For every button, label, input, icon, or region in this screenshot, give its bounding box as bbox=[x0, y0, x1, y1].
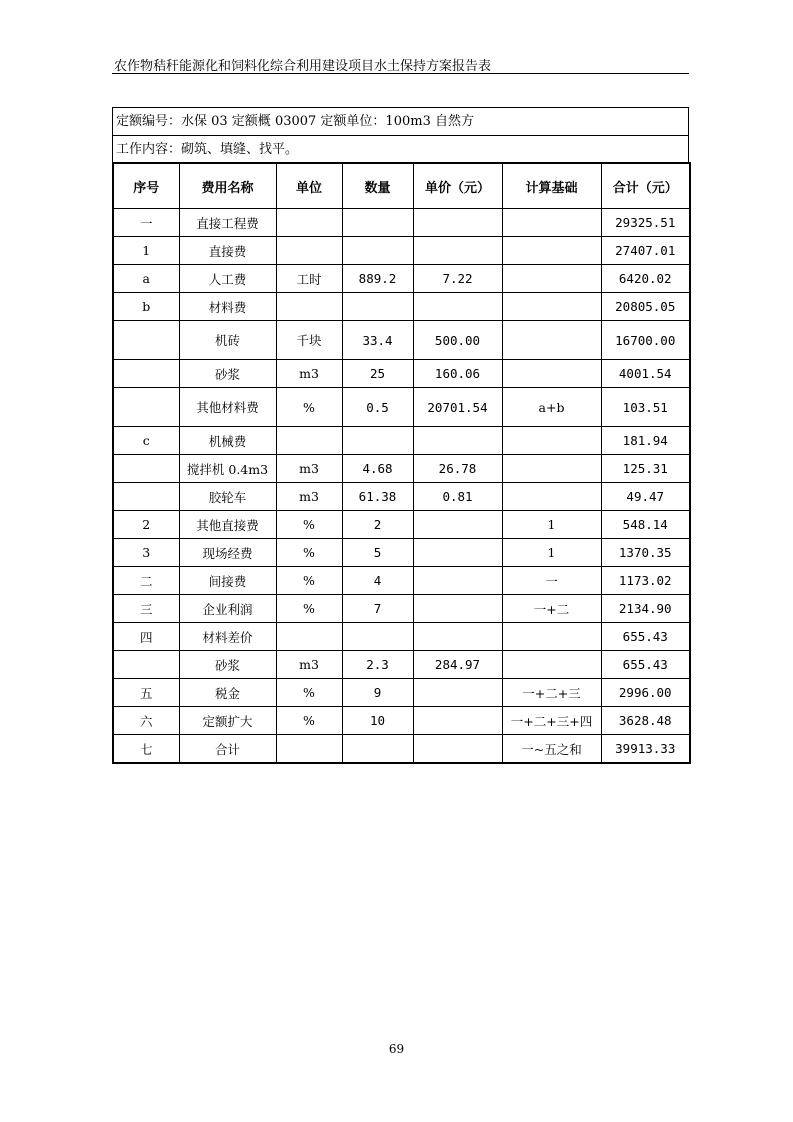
cell-name: 间接费 bbox=[179, 567, 276, 595]
cell-name: 合计 bbox=[179, 735, 276, 764]
cell-basis bbox=[502, 623, 601, 651]
cell-unit bbox=[276, 237, 342, 265]
cell-qty bbox=[342, 735, 413, 764]
quota-info-box bbox=[112, 107, 689, 164]
cell-no: 七 bbox=[113, 735, 179, 764]
cell-basis bbox=[502, 265, 601, 293]
cell-price: 0.81 bbox=[413, 483, 502, 511]
cell-total: 3628.48 bbox=[601, 707, 690, 735]
cell-name: 材料差价 bbox=[179, 623, 276, 651]
cell-no bbox=[113, 483, 179, 511]
cell-qty bbox=[342, 293, 413, 321]
cell-price: 500.00 bbox=[413, 321, 502, 360]
page-number: 69 bbox=[388, 1042, 405, 1056]
cell-total: 655.43 bbox=[601, 651, 690, 679]
cell-name: 税金 bbox=[179, 679, 276, 707]
cell-unit: 工时 bbox=[276, 265, 342, 293]
cell-basis bbox=[502, 321, 601, 360]
cell-unit bbox=[276, 293, 342, 321]
cell-name: 直接工程费 bbox=[179, 209, 276, 237]
column-header-price: 单价（元） bbox=[413, 163, 502, 209]
cell-total: 1370.35 bbox=[601, 539, 690, 567]
cell-price bbox=[413, 511, 502, 539]
cell-no bbox=[113, 388, 179, 427]
table-row bbox=[113, 483, 690, 511]
cell-price bbox=[413, 237, 502, 265]
cell-unit: 千块 bbox=[276, 321, 342, 360]
cell-no: 五 bbox=[113, 679, 179, 707]
cell-name: 直接费 bbox=[179, 237, 276, 265]
cell-price bbox=[413, 623, 502, 651]
cell-basis: 一+二 bbox=[502, 595, 601, 623]
cell-name: 其他材料费 bbox=[179, 388, 276, 427]
cell-total: 125.31 bbox=[601, 455, 690, 483]
table-row bbox=[113, 293, 690, 321]
cell-name: 定额扩大 bbox=[179, 707, 276, 735]
cell-qty: 7 bbox=[342, 595, 413, 623]
table-header-row bbox=[113, 163, 690, 209]
cell-basis bbox=[502, 427, 601, 455]
work-content-line: 工作内容：砌筑、填缝、找平。 bbox=[113, 135, 688, 163]
cell-price bbox=[413, 427, 502, 455]
cell-basis bbox=[502, 209, 601, 237]
cell-qty: 25 bbox=[342, 360, 413, 388]
cell-total: 655.43 bbox=[601, 623, 690, 651]
cell-total: 27407.01 bbox=[601, 237, 690, 265]
table-row bbox=[113, 427, 690, 455]
cell-basis bbox=[502, 483, 601, 511]
cell-no: 1 bbox=[113, 237, 179, 265]
cell-unit: % bbox=[276, 511, 342, 539]
table-row bbox=[113, 360, 690, 388]
cell-basis bbox=[502, 360, 601, 388]
cell-total: 49.47 bbox=[601, 483, 690, 511]
cell-no: 二 bbox=[113, 567, 179, 595]
cell-basis bbox=[502, 293, 601, 321]
cell-unit: % bbox=[276, 707, 342, 735]
cell-price bbox=[413, 735, 502, 764]
cell-total: 2996.00 bbox=[601, 679, 690, 707]
cell-unit: % bbox=[276, 595, 342, 623]
cell-unit: % bbox=[276, 679, 342, 707]
table-row bbox=[113, 209, 690, 237]
cell-no: 2 bbox=[113, 511, 179, 539]
cell-no bbox=[113, 651, 179, 679]
table-row bbox=[113, 539, 690, 567]
cell-total: 548.14 bbox=[601, 511, 690, 539]
cell-total: 39913.33 bbox=[601, 735, 690, 764]
cell-qty: 0.5 bbox=[342, 388, 413, 427]
cell-unit bbox=[276, 427, 342, 455]
cell-unit: % bbox=[276, 567, 342, 595]
cell-qty bbox=[342, 623, 413, 651]
cell-name: 人工费 bbox=[179, 265, 276, 293]
cell-basis: a+b bbox=[502, 388, 601, 427]
cell-name: 胶轮车 bbox=[179, 483, 276, 511]
cell-qty: 4 bbox=[342, 567, 413, 595]
cell-price bbox=[413, 539, 502, 567]
cell-no bbox=[113, 321, 179, 360]
cell-unit bbox=[276, 735, 342, 764]
cell-total: 16700.00 bbox=[601, 321, 690, 360]
cell-price bbox=[413, 595, 502, 623]
cell-basis: 1 bbox=[502, 511, 601, 539]
cell-unit: m3 bbox=[276, 455, 342, 483]
cell-name: 砂浆 bbox=[179, 360, 276, 388]
cell-qty: 889.2 bbox=[342, 265, 413, 293]
cell-total: 1173.02 bbox=[601, 567, 690, 595]
cell-unit: % bbox=[276, 388, 342, 427]
cell-basis bbox=[502, 651, 601, 679]
table-row bbox=[113, 595, 690, 623]
cell-price: 20701.54 bbox=[413, 388, 502, 427]
cell-no: a bbox=[113, 265, 179, 293]
cell-name: 企业利润 bbox=[179, 595, 276, 623]
cell-basis: 一 bbox=[502, 567, 601, 595]
table-row bbox=[113, 511, 690, 539]
quota-number-line: 定额编号：水保 03 定额概 03007 定额单位：100m3 自然方 bbox=[116, 114, 474, 129]
table-row bbox=[113, 651, 690, 679]
cell-name: 现场经费 bbox=[179, 539, 276, 567]
cell-total: 4001.54 bbox=[601, 360, 690, 388]
cell-price bbox=[413, 567, 502, 595]
cell-unit: m3 bbox=[276, 651, 342, 679]
quota-cost-table bbox=[112, 162, 691, 764]
cell-price bbox=[413, 679, 502, 707]
cell-total: 20805.05 bbox=[601, 293, 690, 321]
cell-no: 四 bbox=[113, 623, 179, 651]
table-row bbox=[113, 388, 690, 427]
table-row bbox=[113, 623, 690, 651]
cell-basis: 一+二+三 bbox=[502, 679, 601, 707]
cell-total: 181.94 bbox=[601, 427, 690, 455]
cell-no: 六 bbox=[113, 707, 179, 735]
cell-total: 29325.51 bbox=[601, 209, 690, 237]
cell-basis: 1 bbox=[502, 539, 601, 567]
table-row bbox=[113, 567, 690, 595]
table-row bbox=[113, 455, 690, 483]
cell-price bbox=[413, 293, 502, 321]
cell-total: 6420.02 bbox=[601, 265, 690, 293]
cell-qty: 61.38 bbox=[342, 483, 413, 511]
cell-price bbox=[413, 209, 502, 237]
cell-price: 284.97 bbox=[413, 651, 502, 679]
cell-qty bbox=[342, 209, 413, 237]
cell-name: 材料费 bbox=[179, 293, 276, 321]
cell-name: 其他直接费 bbox=[179, 511, 276, 539]
table-row bbox=[113, 237, 690, 265]
cell-name: 搅拌机 0.4m3 bbox=[179, 455, 276, 483]
cell-price: 160.06 bbox=[413, 360, 502, 388]
cell-name: 砂浆 bbox=[179, 651, 276, 679]
table-row bbox=[113, 735, 690, 764]
cell-qty bbox=[342, 427, 413, 455]
cell-qty: 33.4 bbox=[342, 321, 413, 360]
cell-no bbox=[113, 455, 179, 483]
cell-no bbox=[113, 360, 179, 388]
cell-basis bbox=[502, 455, 601, 483]
column-header-unit: 单位 bbox=[276, 163, 342, 209]
cell-basis: 一~五之和 bbox=[502, 735, 601, 764]
cell-total: 2134.90 bbox=[601, 595, 690, 623]
cell-qty: 4.68 bbox=[342, 455, 413, 483]
header-divider bbox=[112, 73, 689, 74]
cell-price: 26.78 bbox=[413, 455, 502, 483]
document-header-title: 农作物秸秆能源化和饲料化综合利用建设项目水土保持方案报告表 bbox=[114, 59, 492, 74]
cell-price: 7.22 bbox=[413, 265, 502, 293]
column-header-basis: 计算基础 bbox=[502, 163, 601, 209]
cell-basis: 一+二+三+四 bbox=[502, 707, 601, 735]
table-row bbox=[113, 707, 690, 735]
cell-total: 103.51 bbox=[601, 388, 690, 427]
cell-no: b bbox=[113, 293, 179, 321]
cell-no: 3 bbox=[113, 539, 179, 567]
cell-unit bbox=[276, 209, 342, 237]
cell-no: c bbox=[113, 427, 179, 455]
table-row bbox=[113, 265, 690, 293]
cell-qty: 2.3 bbox=[342, 651, 413, 679]
table-row bbox=[113, 321, 690, 360]
column-header-no: 序号 bbox=[113, 163, 179, 209]
cell-name: 机械费 bbox=[179, 427, 276, 455]
cell-qty: 2 bbox=[342, 511, 413, 539]
column-header-name: 费用名称 bbox=[179, 163, 276, 209]
cell-unit: m3 bbox=[276, 360, 342, 388]
column-header-total: 合计（元） bbox=[601, 163, 690, 209]
column-header-qty: 数量 bbox=[342, 163, 413, 209]
cell-qty: 5 bbox=[342, 539, 413, 567]
cell-price bbox=[413, 707, 502, 735]
cell-qty: 10 bbox=[342, 707, 413, 735]
cell-unit bbox=[276, 623, 342, 651]
cell-qty: 9 bbox=[342, 679, 413, 707]
cell-basis bbox=[502, 237, 601, 265]
cell-name: 机砖 bbox=[179, 321, 276, 360]
cell-no: 三 bbox=[113, 595, 179, 623]
cell-unit: m3 bbox=[276, 483, 342, 511]
cell-qty bbox=[342, 237, 413, 265]
table-row bbox=[113, 679, 690, 707]
cell-unit: % bbox=[276, 539, 342, 567]
cell-no: 一 bbox=[113, 209, 179, 237]
